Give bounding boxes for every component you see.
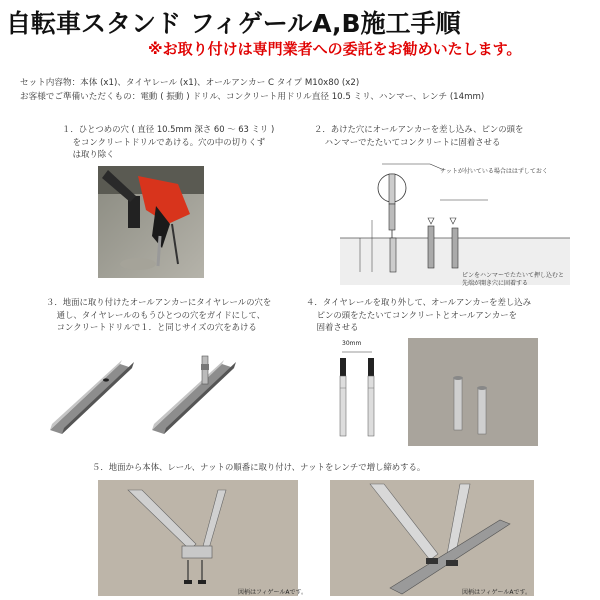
step-4-anchors-3d (408, 338, 538, 446)
step-3-rail-right (148, 350, 240, 434)
step-2-anchor-diagram (340, 160, 570, 285)
page-title: 自転車スタンド フィゲールA,B施工手順 (6, 9, 461, 38)
step-1-drill-photo (98, 166, 204, 278)
step-3-text: ３．地面に取り付けたオールアンカーにタイヤレールの穴を 通し、タイヤレールのもうひとつの穴をガイドにして、 コンクリートドリルで１．と同じサイズの穴をあける (46, 297, 272, 332)
step-4-anchors-diagram (328, 348, 396, 444)
pin-hammer-note: ピンをハンマーでたたいて押し込むと 先端が開き穴に固着する (462, 272, 565, 287)
customer-preparation: お客様でご準備いただくもの：電動 ( 振動 ) ドリル、コンクリート用ドリル直径 10.5 ミリ、ハンマー、レンチ (14mm) (20, 92, 485, 102)
dimension-30mm: 30mm (342, 340, 362, 347)
warning-notice: ※お取り付けは専門業者への委託をお勧めいたします。 (148, 40, 522, 58)
caption-right: 図柄はフィゲールAです。 (462, 589, 532, 596)
step-5-text: ５．地面から本体、レール、ナットの順番に取り付け、ナットをレンチで増し締めする。 (92, 462, 426, 472)
step-5-assembly-left (98, 480, 298, 596)
step-4-text: ４．タイヤレールを取り外して、オールアンカーを差し込み ピンの頭をたたいてコンクリートとオールアンカーを 固着させる (306, 297, 532, 332)
kit-contents: セット内容物：本体 (x1)、タイヤレール (x1)、オールアンカー C タイプ M10x80 (x2) (20, 78, 360, 88)
caption-left: 図柄はフィゲールAです。 (238, 589, 308, 596)
step-3-rail-left (46, 354, 138, 434)
step-1-text: １．ひとつめの穴 ( 直径 10.5mm 深さ 60 ～ 63 ミリ ) をコンクリートドリルであける。穴の中の切りくず は取り除く (62, 124, 275, 159)
step-5-assembly-right (330, 480, 534, 596)
nut-removal-note: ナットが付いている場合ははずしておく (440, 168, 548, 175)
step-2-text: ２．あけた穴にオールアンカーを差し込み、ピンの頭を ハンマーでたたいてコンクリートに固着させる (314, 124, 524, 147)
